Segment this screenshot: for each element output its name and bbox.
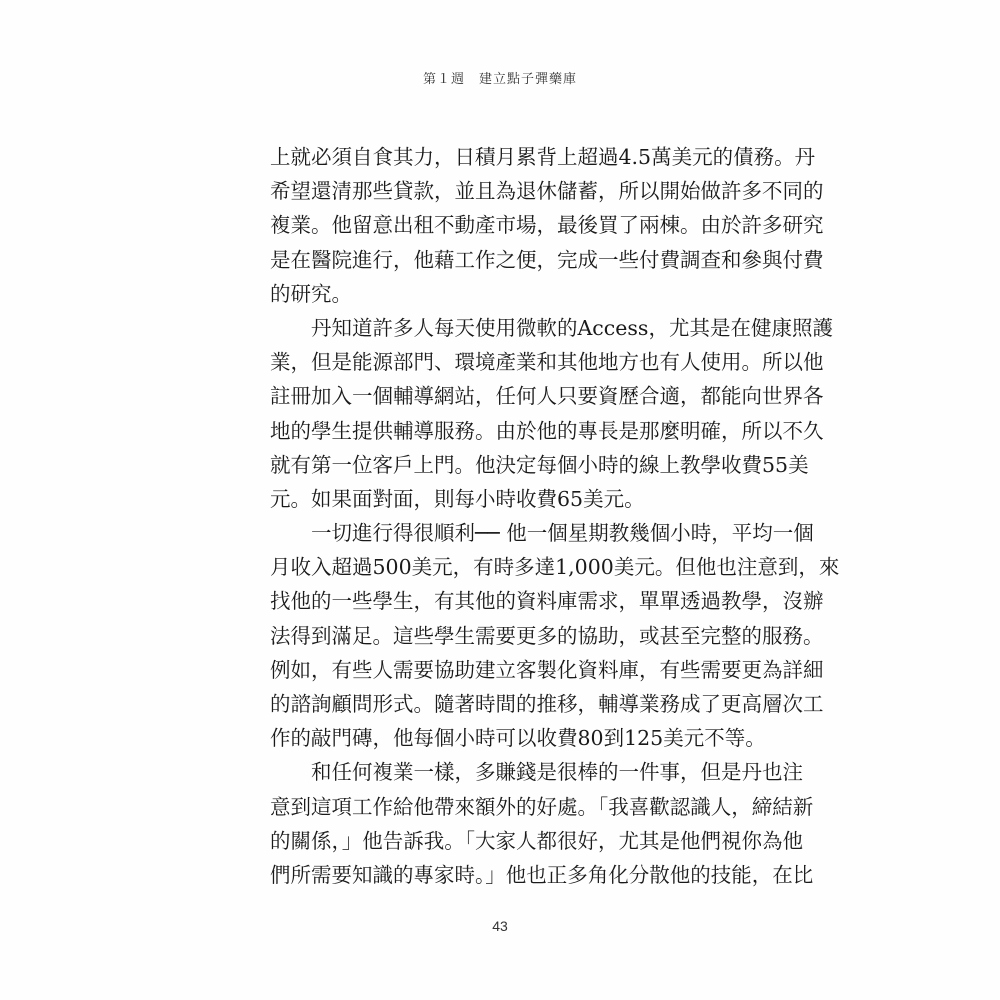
text-line: 例如，有些人需要協助建立客製化資料庫，有些需要更為詳細 (270, 657, 824, 682)
text-line: 找他的一些學生，有其他的資料庫需求，單單透過教學，沒辦 (270, 589, 824, 614)
paragraph-first-line: 和任何複業一樣，多賺錢是很棒的一件事，但是丹也注 (311, 760, 803, 785)
text-line: 作的敲門磚，他每個小時可以收費80到125美元不等。 (270, 726, 766, 751)
text-line: 註冊加入一個輔導網站，任何人只要資歷合適，都能向世界各 (270, 384, 824, 409)
text-line: 們所需要知識的專家時。」他也正多角化分散他的技能，在比 (270, 862, 814, 887)
text-line: 地的學生提供輔導服務。由於他的專長是那麼明確，所以不久 (270, 418, 824, 443)
text-line: 上就必須自食其力，日積月累背上超過4.5萬美元的債務。丹 (270, 145, 816, 169)
text-line: 月收入超過500美元，有時多達1,000美元。但他也注意到，來 (270, 555, 840, 580)
text-line: 的研究。 (270, 281, 352, 306)
text-line: 就有第一位客戶上門。他決定每個小時的線上教學收費55美 (270, 452, 809, 477)
page-number: 43 (492, 918, 508, 934)
text-line: 法得到滿足。這些學生需要更多的協助，或甚至完整的服務。 (270, 623, 824, 648)
text-line: 元。如果面對面，則每小時收費65美元。 (270, 486, 645, 511)
text-line: 意到這項工作給他帶來額外的好處。「我喜歡認識人，締結新 (270, 794, 814, 819)
text-line: 是在醫院進行，他藉工作之便，完成一些付費調查和參與付費 (270, 247, 824, 272)
body-text (270, 140, 840, 892)
paragraph-first-line: 一切進行得很順利── 他一個星期教幾個小時，平均一個 (311, 521, 814, 546)
running-header: 第１週 建立點子彈藥庫 (422, 72, 577, 87)
paragraph-first-line: 丹知道許多人每天使用微軟的Access，尤其是在健康照護 (311, 315, 833, 340)
text-line: 的諮詢顧問形式。隨著時間的推移，輔導業務成了更高層次工 (270, 692, 824, 716)
text-line: 的關係，」他告訴我。「大家人都很好，尤其是他們視你為他 (270, 828, 803, 853)
text-line: 希望還清那些貸款，並且為退休儲蓄，所以開始做許多不同的 (270, 179, 824, 204)
text-line: 業，但是能源部門、環境產業和其他地方也有人使用。所以他 (270, 350, 824, 375)
text-line: 複業。他留意出租不動產市場，最後買了兩棟。由於許多研究 (270, 213, 824, 238)
